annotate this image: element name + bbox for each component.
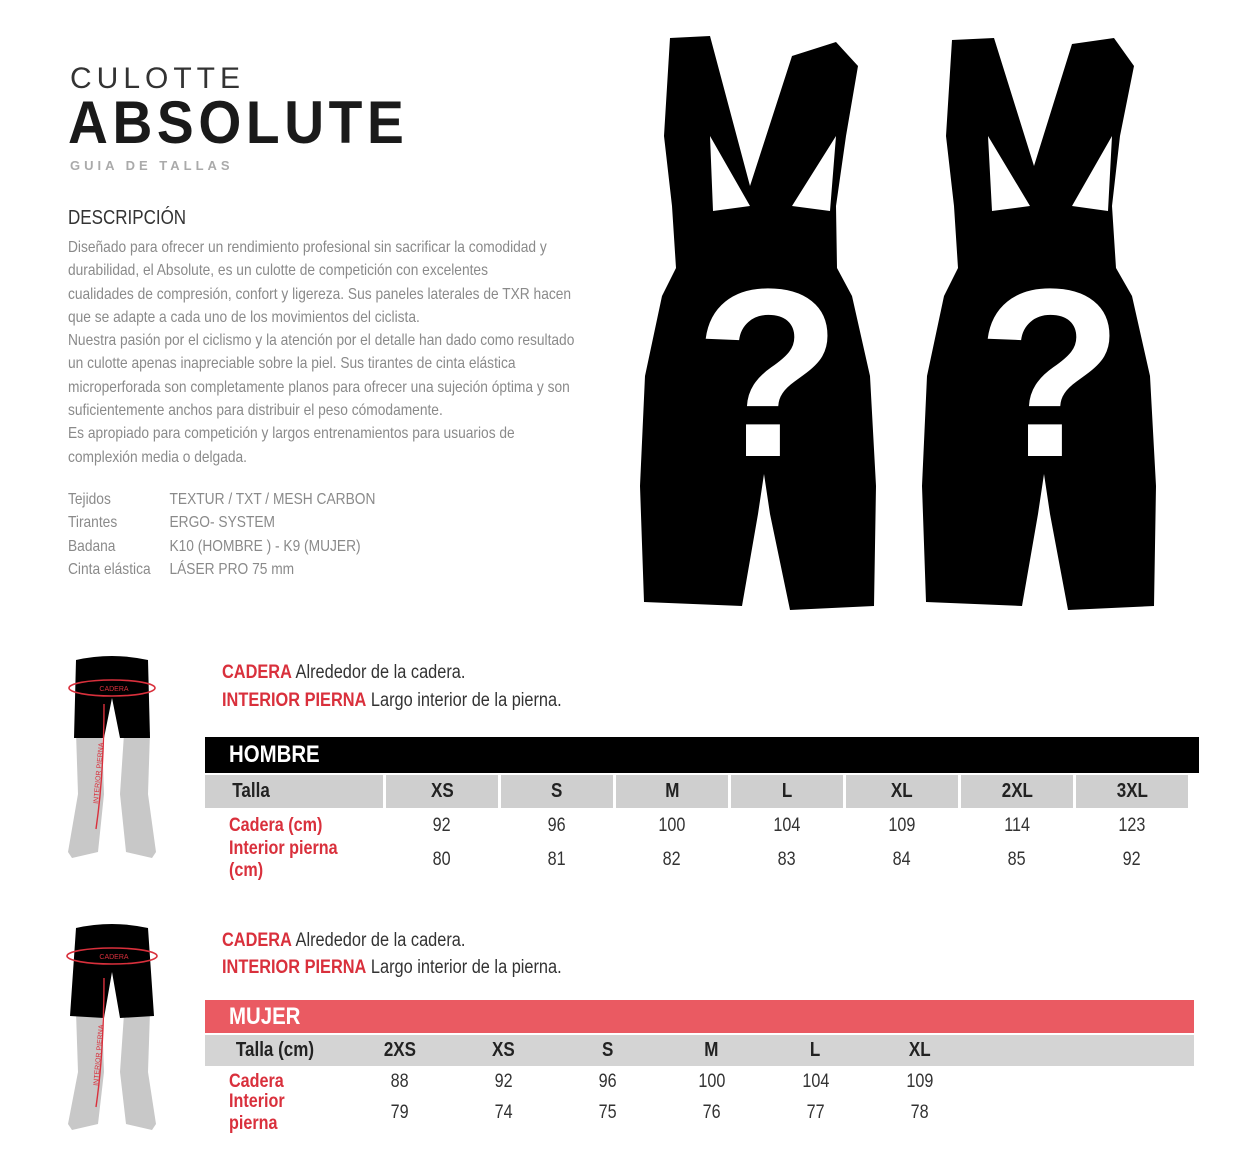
cell-value: 109 bbox=[888, 815, 916, 836]
header-text: M bbox=[704, 1039, 719, 1061]
table-cell bbox=[501, 810, 613, 842]
cell-value: 84 bbox=[893, 849, 911, 870]
header-text: Talla (cm) bbox=[235, 1039, 314, 1061]
table-row bbox=[205, 838, 1199, 881]
size-column-header bbox=[349, 1035, 450, 1066]
table-title-mujer bbox=[205, 1000, 1194, 1033]
title-top: CULOTTE bbox=[70, 62, 246, 95]
table-cell bbox=[731, 844, 843, 876]
page-subtitle: GUIA DE TALLAS bbox=[70, 158, 234, 173]
size-column-header bbox=[386, 775, 498, 808]
table-cell bbox=[616, 844, 728, 876]
cell-value: 77 bbox=[806, 1102, 825, 1123]
cell-value: 82 bbox=[663, 849, 681, 870]
size-column-header bbox=[846, 775, 958, 808]
cell-value: 76 bbox=[702, 1102, 721, 1123]
description-line: cualidades de compresión, confort y ligereza. Sus paneles laterales de TXR hacen bbox=[68, 285, 572, 303]
leg-label: INTERIOR PIERNA bbox=[93, 1024, 106, 1087]
size-column-header bbox=[731, 775, 843, 808]
size-column-header bbox=[1076, 775, 1188, 808]
table-header-label bbox=[205, 1035, 346, 1066]
size-column-header bbox=[557, 1035, 658, 1066]
table-cell bbox=[1076, 844, 1188, 876]
spec-row bbox=[68, 535, 375, 558]
cell-value: 78 bbox=[910, 1102, 929, 1123]
legend-hip-men bbox=[222, 662, 465, 684]
cell-value: 109 bbox=[906, 1071, 933, 1092]
leg-label: INTERIOR PIERNA bbox=[93, 742, 106, 805]
header-text: XS bbox=[430, 780, 454, 802]
table-title-text: MUJER bbox=[229, 1003, 301, 1030]
table-cell bbox=[453, 1098, 554, 1128]
table-cell bbox=[616, 810, 728, 842]
page-title: ABSOLUTE bbox=[68, 89, 409, 156]
spec-value: ERGO- SYSTEM bbox=[169, 514, 275, 532]
cell-value: 123 bbox=[1118, 815, 1146, 836]
table-row bbox=[205, 1067, 1194, 1097]
row-label-text: Interior pierna (cm) bbox=[229, 838, 338, 881]
description-line: durabilidad, el Absolute, es un culotte de competición con excelentes bbox=[68, 262, 488, 280]
table-cell bbox=[453, 1067, 554, 1097]
table-cell bbox=[869, 1067, 970, 1097]
legend-text: Largo interior de la pierna. bbox=[370, 690, 562, 711]
table-header-mujer bbox=[205, 1035, 1194, 1066]
header-text: XS bbox=[492, 1039, 515, 1061]
description-line: complexión media o delgada. bbox=[68, 448, 248, 466]
description-line: que se adapte a cada uno de los movimientos del ciclista. bbox=[68, 308, 420, 326]
table-cell bbox=[557, 1098, 658, 1128]
table-cell bbox=[661, 1098, 762, 1128]
header-text: 3XL bbox=[1116, 780, 1148, 802]
cell-value: 81 bbox=[548, 849, 566, 870]
size-column-header bbox=[961, 775, 1073, 808]
legend-text: Largo interior de la pierna. bbox=[370, 957, 562, 978]
header-text: 2XL bbox=[1001, 780, 1033, 802]
table-cell bbox=[661, 1067, 762, 1097]
legend-leg-women bbox=[222, 957, 562, 979]
table-cell bbox=[961, 844, 1073, 876]
legend-text: Alrededor de la cadera. bbox=[295, 930, 466, 951]
hip-label: CADERA bbox=[99, 954, 129, 961]
table-cell bbox=[869, 1098, 970, 1128]
question-mark-symbol: ? bbox=[976, 239, 1124, 507]
description-line: un culotte apenas inapreciable sobre la piel. Sus tirantes de cinta elástica bbox=[68, 355, 516, 373]
table-cell bbox=[961, 810, 1073, 842]
cell-value: 100 bbox=[698, 1071, 725, 1092]
cell-value: 114 bbox=[1004, 815, 1030, 836]
cell-value: 80 bbox=[433, 849, 451, 870]
description-line: suficientemente anchos para distribuir el peso cómodamente. bbox=[68, 402, 443, 420]
legend-leg-men bbox=[222, 690, 562, 712]
table-row bbox=[205, 1091, 1194, 1134]
bib-shorts-back-image bbox=[922, 36, 1172, 614]
row-label-text: Cadera bbox=[229, 1071, 284, 1092]
spec-label: Badana bbox=[68, 537, 116, 555]
spec-row bbox=[68, 488, 375, 511]
cell-value: 104 bbox=[802, 1071, 829, 1092]
table-title-text: HOMBRE bbox=[229, 741, 320, 768]
table-cell bbox=[765, 1098, 866, 1128]
header-text: 2XS bbox=[383, 1039, 416, 1061]
header-text: L bbox=[810, 1039, 821, 1061]
spec-row bbox=[68, 558, 375, 581]
legend-text: Alrededor de la cadera. bbox=[295, 662, 466, 683]
header-text: XL bbox=[891, 780, 913, 802]
header-text: S bbox=[601, 1039, 614, 1061]
size-column-header bbox=[453, 1035, 554, 1066]
cell-value: 96 bbox=[548, 815, 566, 836]
table-cell bbox=[349, 1067, 450, 1097]
legend-hip-women bbox=[222, 930, 465, 952]
table-cell bbox=[846, 810, 958, 842]
table-cell bbox=[386, 844, 498, 876]
bib-shorts-front-image bbox=[640, 36, 890, 614]
cell-value: 75 bbox=[598, 1102, 617, 1123]
header-text: L bbox=[781, 780, 793, 802]
table-cell bbox=[557, 1067, 658, 1097]
description-line: Es apropiado para competición y largos entrenamientos para usuarios de bbox=[68, 425, 515, 443]
table-cell bbox=[1076, 810, 1188, 842]
table-cell bbox=[765, 1067, 866, 1097]
hip-label: CADERA bbox=[99, 686, 129, 693]
cell-value: 79 bbox=[390, 1102, 409, 1123]
row-label-text: Cadera (cm) bbox=[229, 815, 323, 836]
row-label bbox=[205, 1091, 349, 1134]
table-header-label bbox=[205, 775, 383, 808]
table-cell bbox=[501, 844, 613, 876]
measurement-figure-women bbox=[62, 922, 162, 1132]
cell-value: 100 bbox=[658, 815, 686, 836]
description-line: Diseñado para ofrecer un rendimiento profesional sin sacrificar la comodidad y bbox=[68, 239, 547, 256]
legend-key: CADERA bbox=[222, 662, 292, 683]
description-line: Nuestra pasión por el ciclismo y la atención por el detalle han dado como resultado bbox=[68, 332, 575, 350]
table-cell bbox=[349, 1098, 450, 1128]
header-text: XL bbox=[908, 1039, 931, 1061]
description-line: microperforada son completamente planos para ofrecer una sujeción óptima y son bbox=[68, 378, 570, 396]
table-header-hombre bbox=[205, 775, 1199, 808]
legend-key: CADERA bbox=[222, 930, 292, 951]
spec-value: TEXTUR / TXT / MESH CARBON bbox=[169, 491, 376, 508]
size-column-header bbox=[616, 775, 728, 808]
table-cell bbox=[731, 810, 843, 842]
size-column-header bbox=[765, 1035, 866, 1066]
spec-label: Tejidos bbox=[68, 491, 111, 508]
cell-value: 92 bbox=[494, 1071, 513, 1092]
measurement-figure-men bbox=[62, 654, 162, 864]
spec-label: Cinta elástica bbox=[68, 560, 151, 578]
cell-value: 92 bbox=[433, 815, 451, 836]
cell-value: 83 bbox=[778, 849, 796, 870]
size-column-header bbox=[501, 775, 613, 808]
cell-value: 85 bbox=[1008, 849, 1026, 870]
cell-value: 88 bbox=[390, 1071, 409, 1092]
cell-value: 92 bbox=[1123, 849, 1141, 870]
spec-value: K10 (HOMBRE ) - K9 (MUJER) bbox=[169, 537, 361, 555]
size-column-header bbox=[869, 1035, 970, 1066]
spec-list bbox=[68, 488, 375, 581]
spec-row bbox=[68, 511, 375, 534]
legend-key: INTERIOR PIERNA bbox=[222, 690, 367, 711]
cell-value: 74 bbox=[494, 1102, 513, 1123]
table-cell bbox=[386, 810, 498, 842]
description-heading: DESCRIPCIÓN bbox=[68, 207, 187, 229]
legend-key: INTERIOR PIERNA bbox=[222, 957, 367, 978]
row-label-text: Interior pierna bbox=[229, 1091, 285, 1134]
spec-label: Tirantes bbox=[68, 514, 118, 532]
row-label bbox=[205, 838, 386, 881]
header-text: M bbox=[664, 780, 680, 802]
table-cell bbox=[846, 844, 958, 876]
spec-value: LÁSER PRO 75 mm bbox=[169, 560, 295, 578]
cell-value: 96 bbox=[598, 1071, 617, 1092]
cell-value: 104 bbox=[773, 815, 801, 836]
question-mark-symbol: ? bbox=[694, 239, 842, 507]
header-text: Talla bbox=[232, 780, 270, 802]
header-text: S bbox=[551, 780, 563, 802]
size-column-header bbox=[661, 1035, 762, 1066]
description-body bbox=[68, 236, 584, 469]
table-title-hombre bbox=[205, 737, 1199, 773]
